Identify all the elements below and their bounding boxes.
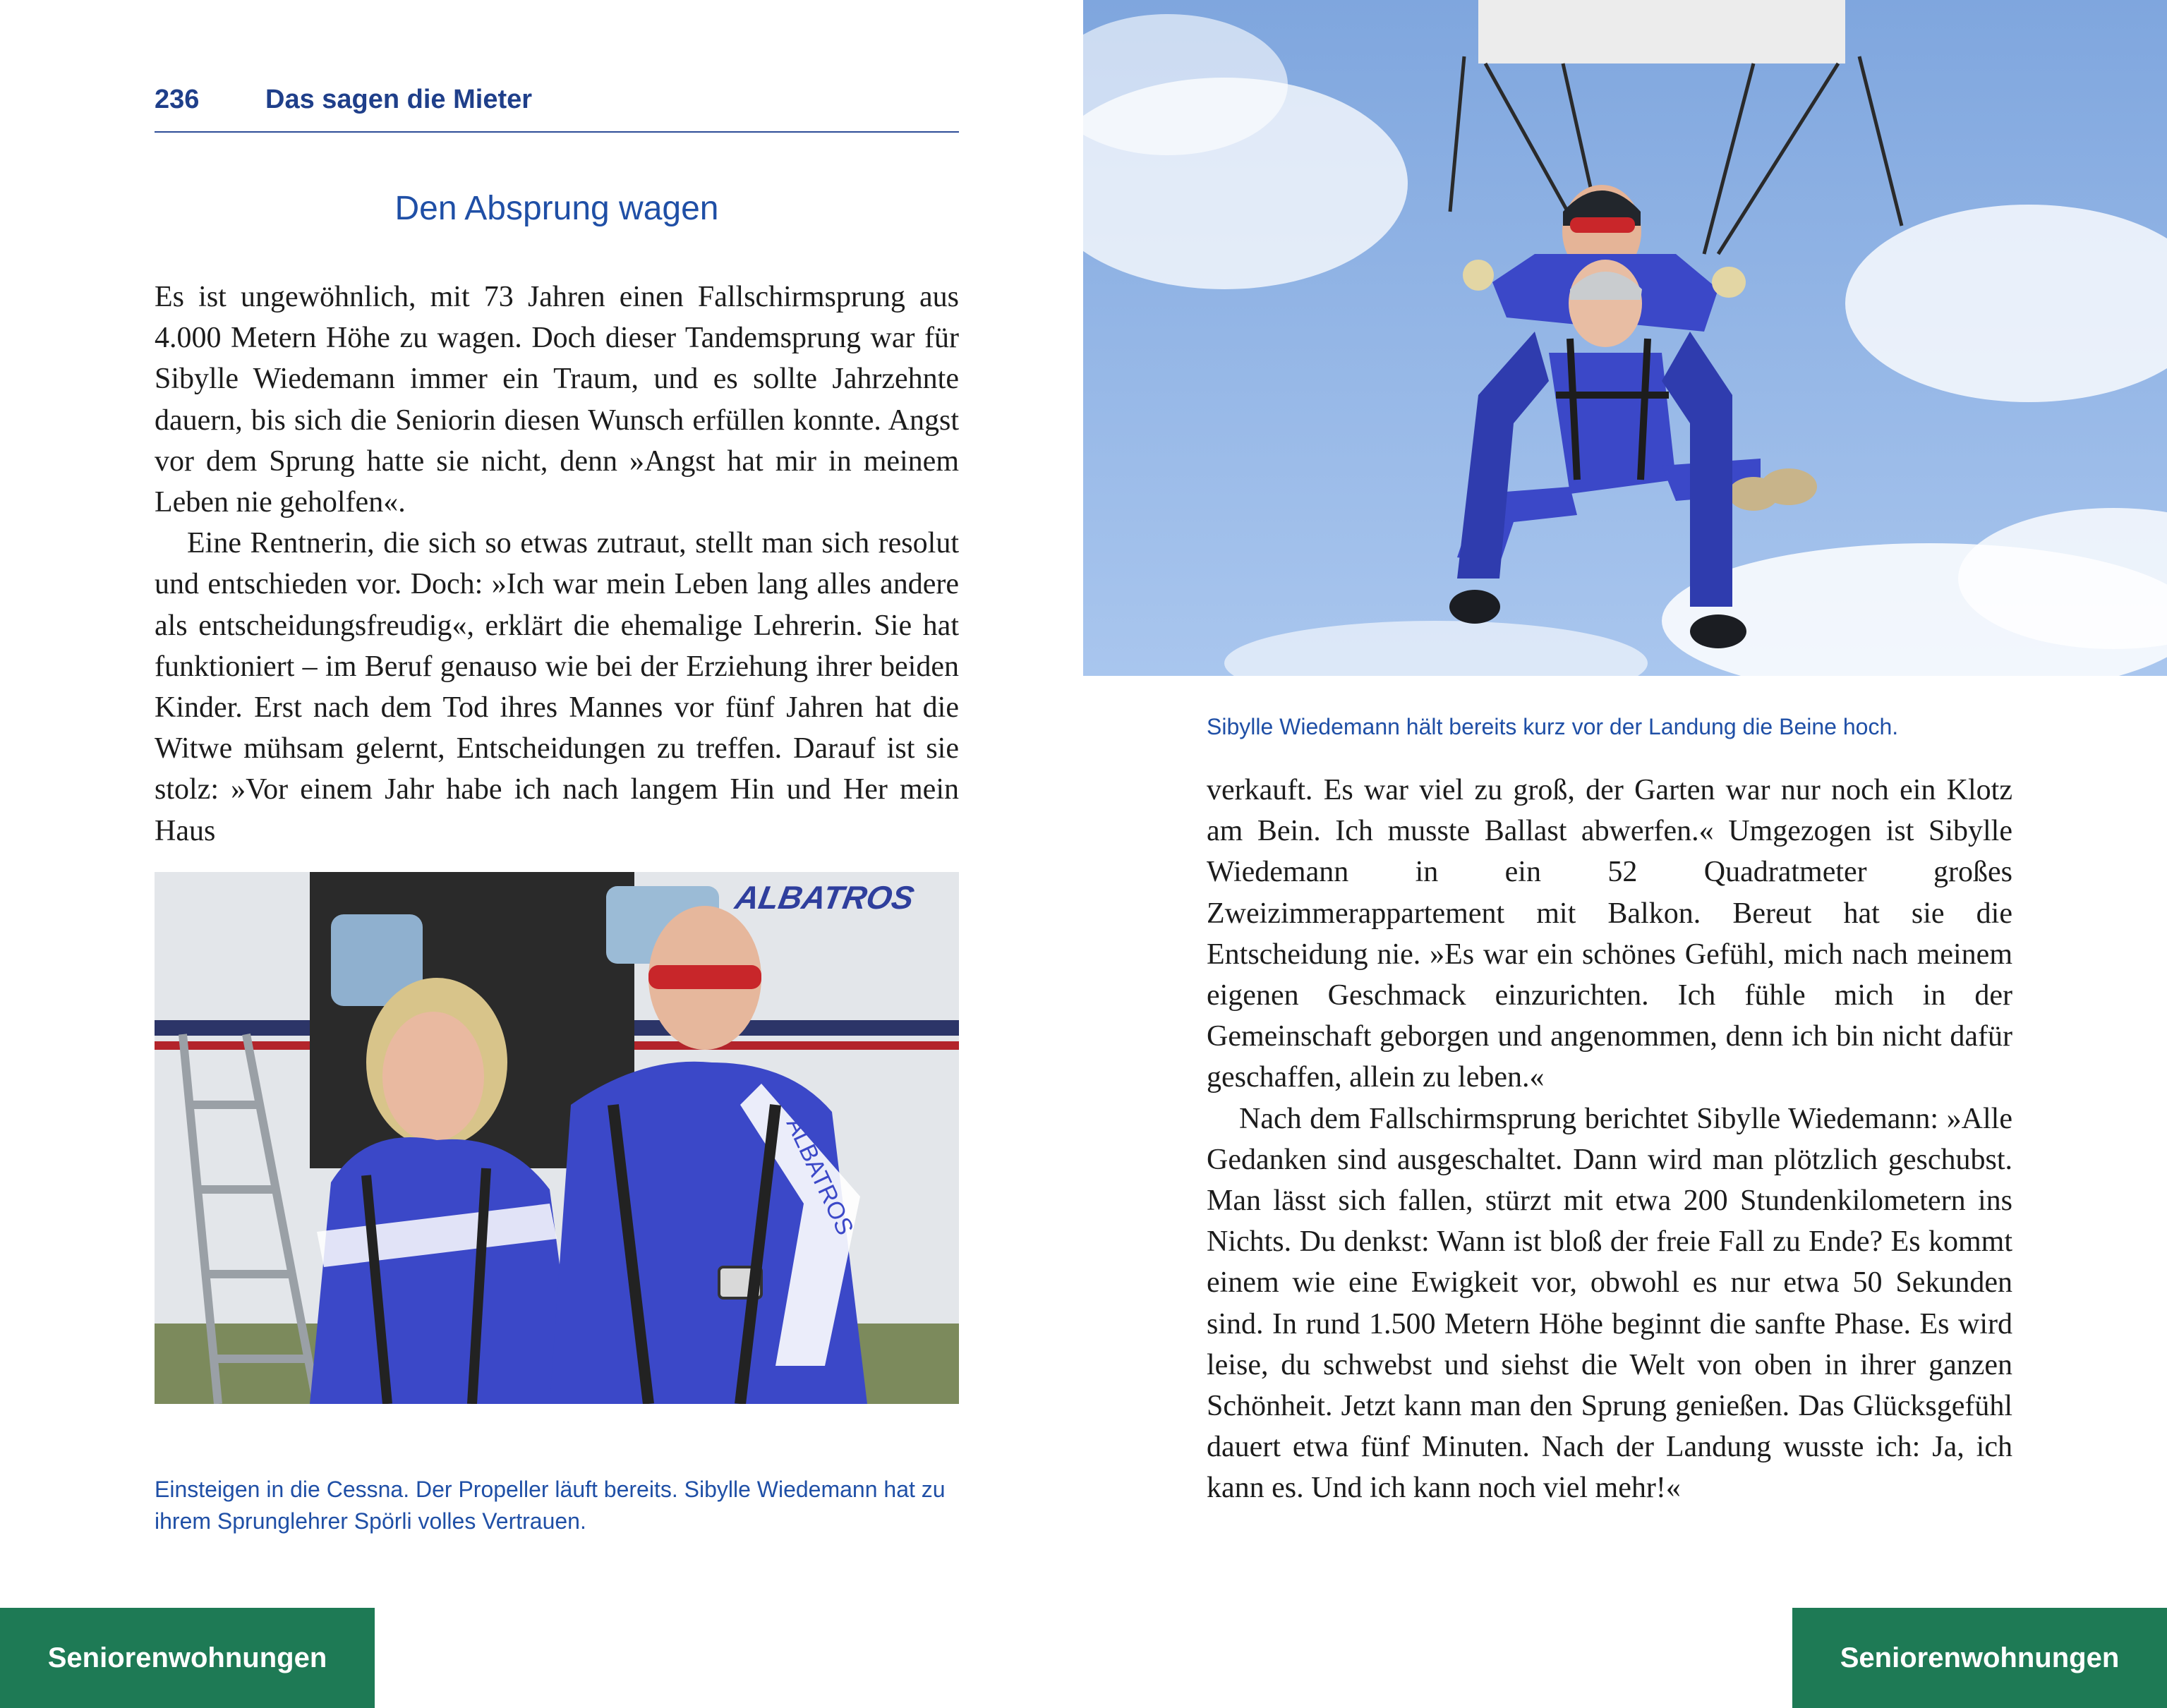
section-tab-right: Seniorenwohnungen — [1792, 1608, 2167, 1708]
section-tab-left: Seniorenwohnungen — [0, 1608, 375, 1708]
right-text-column — [1207, 770, 2012, 1509]
paragraph: Nach dem Fallschirmsprung berichtet Sibylle Wiedemann: »Alle Gedanken sind ausgeschaltet. Dann wird man plötzlich geschubst. Man lässt sich fallen, stürzt mit etwa 200 Stundenkilometern ins Nichts. Du denkst: Wann ist bloß der freie Fall zu Ende? Es kommt einem wie eine Ewigkeit vor, obwohl es nur etwa 50 Sekunden sind. In rund 1.500 Metern Höhe beginnt die sanfte Phase. Es wird leise, du schwebst und siehst die Welt von oben in ihrer ganzen Schönheit. Jetzt kann man den Sprung genießen. Das Glücksgefühl dauert etwa fünf Minuten. Nach der Landung wusste ich: Ja, ich kann es. Und ich kann noch viel mehr!« — [1207, 1102, 2012, 1505]
header-divider — [155, 131, 959, 133]
paragraph: Eine Rentnerin, die sich so etwas zutraut, stellt man sich resolut und entschieden vor. Doch: »Ich war mein Leben lang alles andere als entscheidungsfreudig«, erklärt die ehemalige Lehrerin. Sie hat funktioniert – im Beruf genauso wie bei der Erziehung ihrer beiden Kinder. Erst nach dem Tod ihres Mannes vor fünf Jahren hat die Witwe mühsam gelernt, Entscheidungen zu treffen. Darauf ist sie stolz: »Vor einem Jahr habe ich nach langem Hin und Her mein Haus — [155, 527, 959, 847]
caption-right-photo: Sibylle Wiedemann hält bereits kurz vor der Landung die Beine hoch. — [1207, 714, 1899, 739]
caption-left-photo: Einsteigen in die Cessna. Der Propeller läuft bereits. Sibylle Wiedemann hat zu ihrem Sprunglehrer Spörli volles Vertrauen. — [155, 1477, 946, 1534]
photo-tandem-parachute — [1083, 0, 2167, 676]
albatros-logo: ALBATROS — [732, 879, 917, 916]
paragraph: Es ist ungewöhnlich, mit 73 Jahren einen Fallschirmsprung aus 4.000 Metern Höhe zu wagen. Doch dieser Tandemsprung war für Sibylle Wiedemann immer ein Traum, und es sollte Jahrzehnte dauern, bis sich die Seniorin diesen Wunsch erfüllen konnte. Angst vor dem Sprung hatte sie nicht, denn »Angst hat mir in meinem Leben nie geholfen«. — [155, 281, 959, 519]
page-number: 236 — [155, 85, 200, 114]
suit-lettering: ALBATROS — [780, 1113, 859, 1240]
left-text-column — [155, 277, 959, 852]
paragraph: verkauft. Es war viel zu groß, der Garten war nur noch ein Klotz am Bein. Ich musste Ballast abwerfen.« Umgezogen ist Sibylle Wiedemann in ein 52 Quadratmeter großes Zweizimmerappartement mit Balkon. Bereut hat sie die Entscheidung nie. »Es war ein schönes Gefühl, mich nach meinem eigenen Geschmack einzurichten. Ich fühle mich in der Gemeinschaft geborgen und angenommen, denn ich bin nicht dafür geschaffen, allein zu leben.« — [1207, 774, 2012, 1094]
article-heading: Den Absprung wagen — [394, 190, 719, 227]
section-title: Das sagen die Mieter — [265, 85, 533, 114]
photo-boarding-cessna — [155, 872, 959, 1404]
